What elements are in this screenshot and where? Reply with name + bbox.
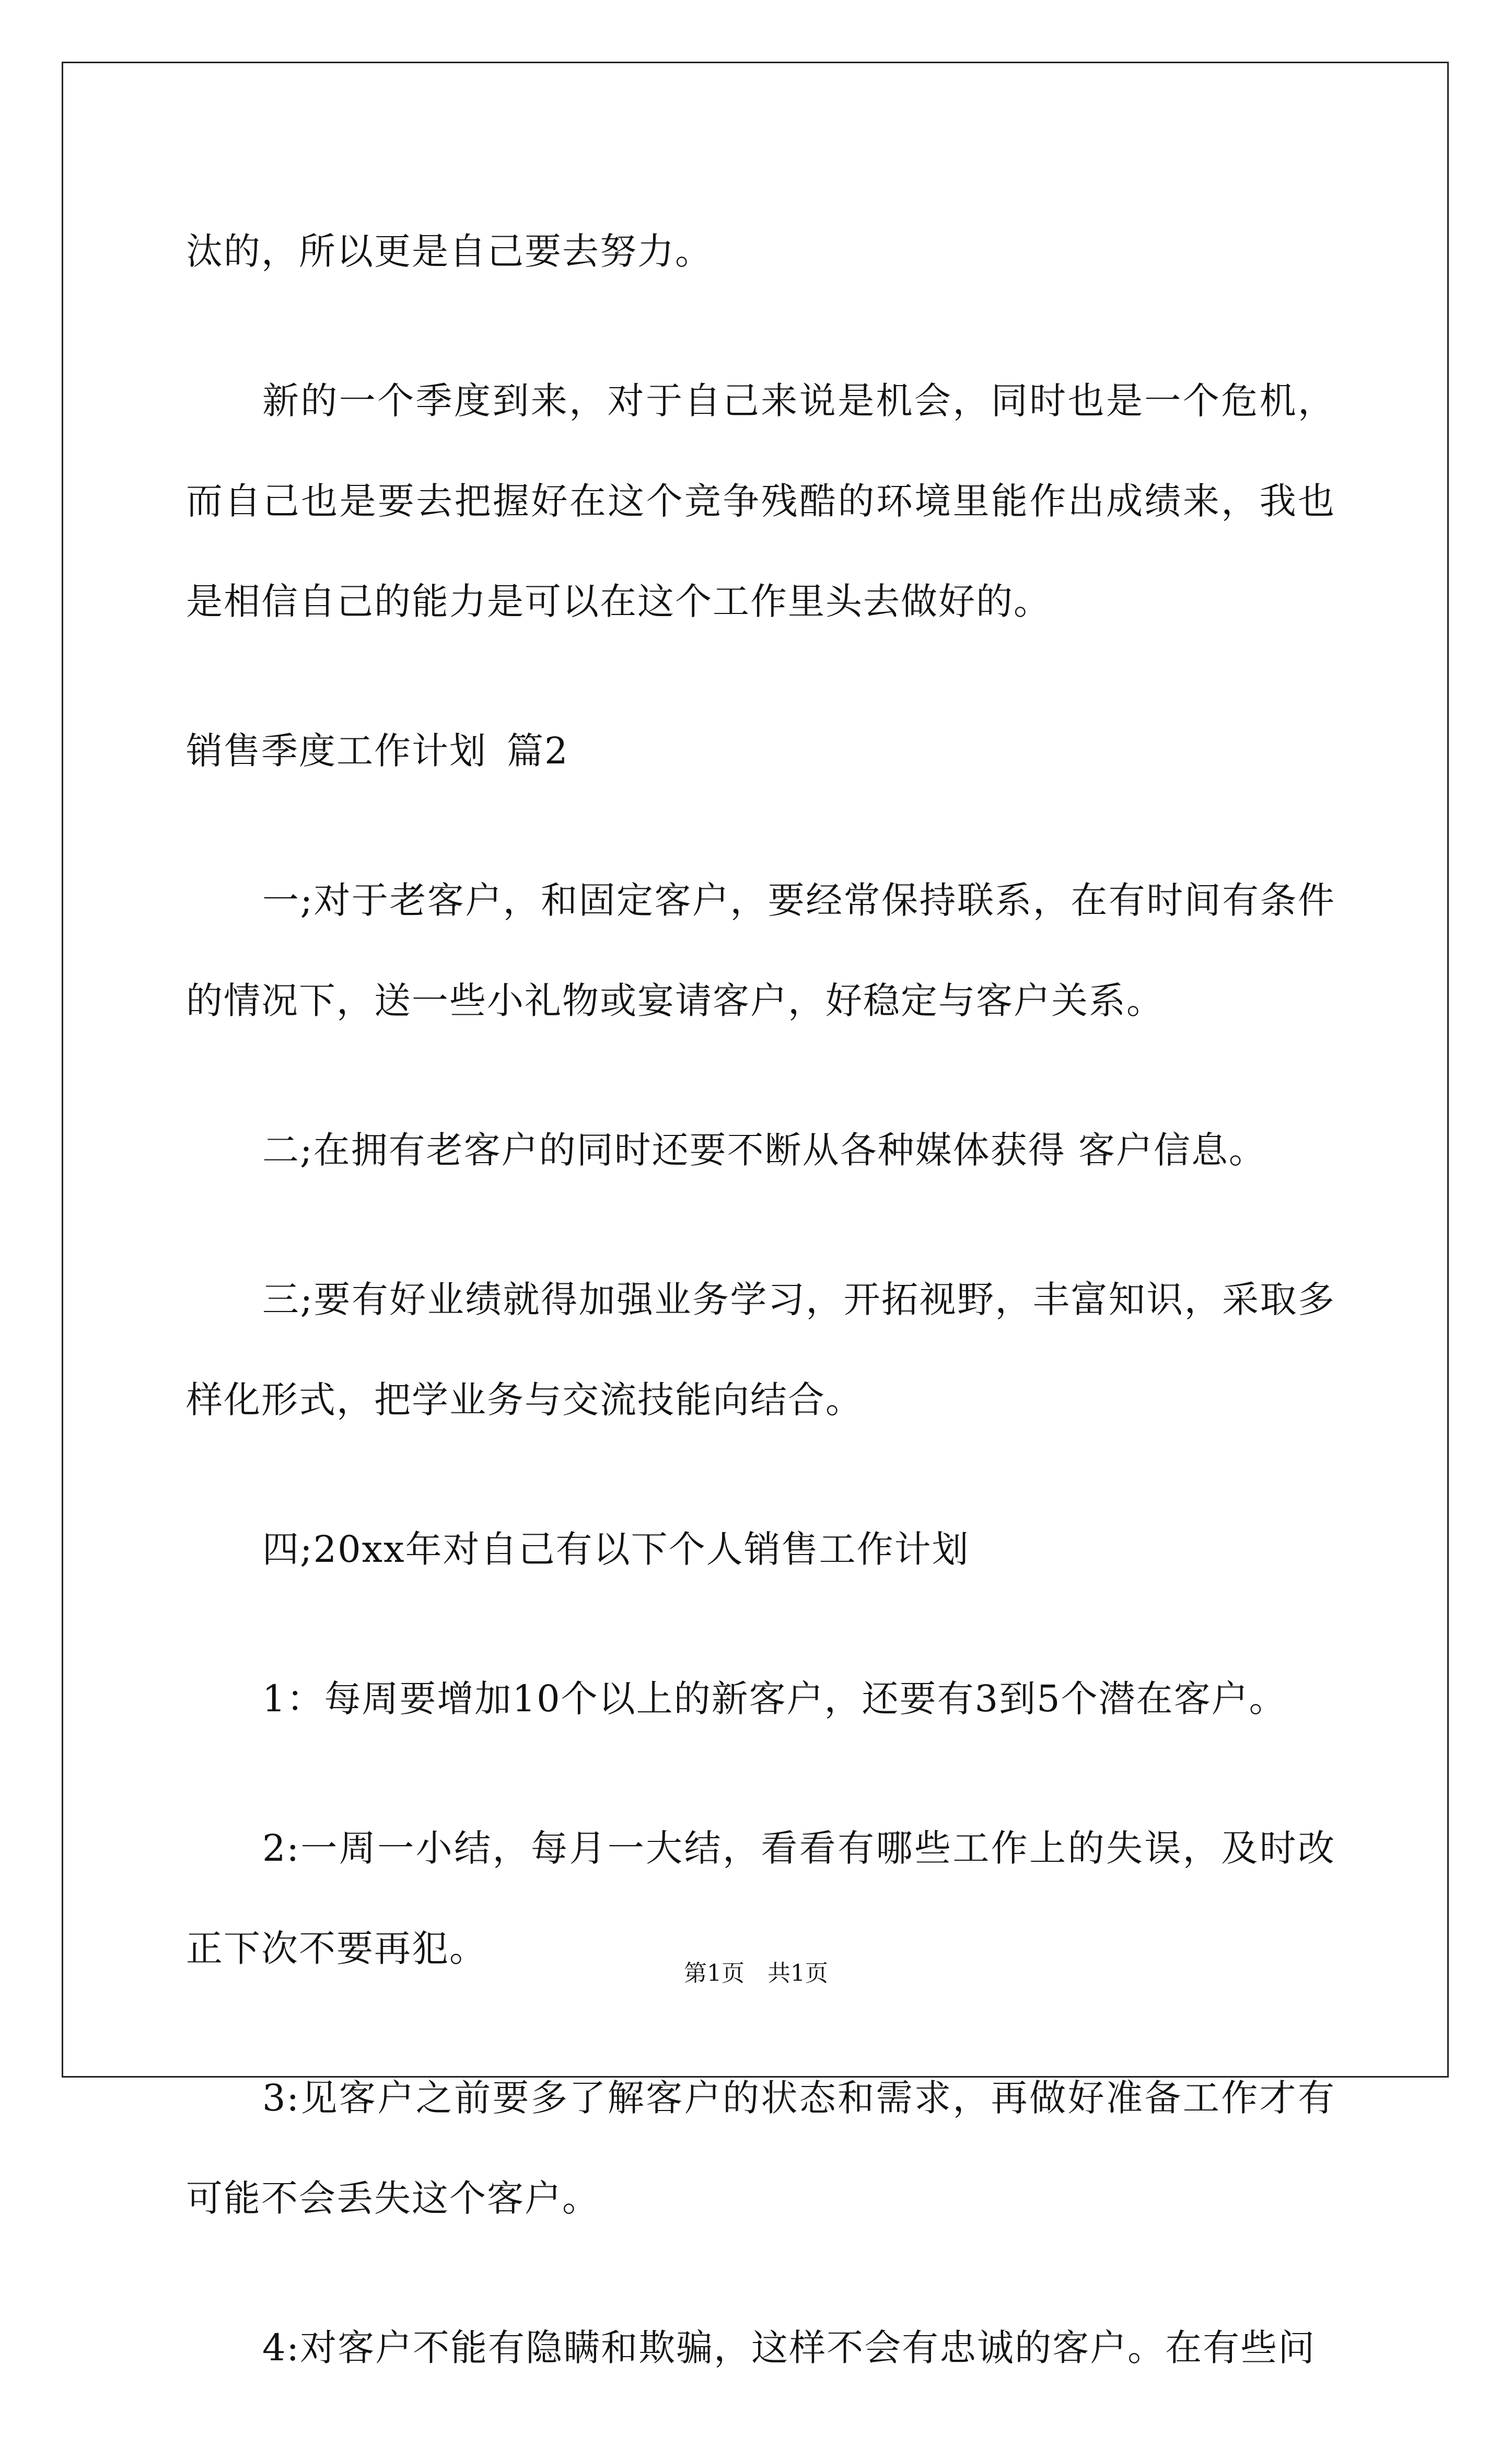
page-total: 共1页 <box>767 1960 828 1987</box>
page-footer <box>0 1954 1512 1988</box>
section-title: 销售季度工作计划 <box>186 729 487 772</box>
paragraph: 新的一个季度到来，对于自己来说是机会，同时也是一个危机，而自己也是要去把握好在这个竞争残酷的环境里能作出成绩来，我也是相信自己的能力是可以在这个工作里头去做好的。 <box>186 379 1335 623</box>
paragraph: 3:见客户之前要多了解客户的状态和需求，再做好准备工作才有可能不会丢失这个客户。 <box>186 2077 1335 2220</box>
document-body <box>186 201 1335 2447</box>
paragraph: 二;在拥有老客户的同时还要不断从各种媒体获得 客户信息。 <box>262 1129 1266 1172</box>
section-part-label: 篇2 <box>507 729 569 772</box>
page-number: 第1页 <box>684 1960 745 1987</box>
paragraph: 2:一周一小结，每月一大结，看看有哪些工作上的失误，及时改正下次不要再犯。 <box>186 1827 1335 1970</box>
paragraph: 汰的，所以更是自己要去努力。 <box>186 230 713 273</box>
section-heading <box>186 701 1335 801</box>
paragraph: 1：每周要增加10个以上的新客户，还要有3到5个潜在客户。 <box>262 1677 1287 1720</box>
paragraph: 一;对于老客户，和固定客户，要经常保持联系，在有时间有条件的情况下，送一些小礼物或宴请客户，好稳定与客户关系。 <box>186 879 1335 1022</box>
paragraph: 4:对客户不能有隐瞒和欺骗，这样不会有忠诚的客户。在有些问 <box>262 2326 1316 2369</box>
paragraph: 三;要有好业绩就得加强业务学习，开拓视野，丰富知识，采取多样化形式，把学业务与交流技能向结合。 <box>186 1278 1335 1421</box>
paragraph: 四;20xx年对自己有以下个人销售工作计划 <box>262 1528 970 1571</box>
